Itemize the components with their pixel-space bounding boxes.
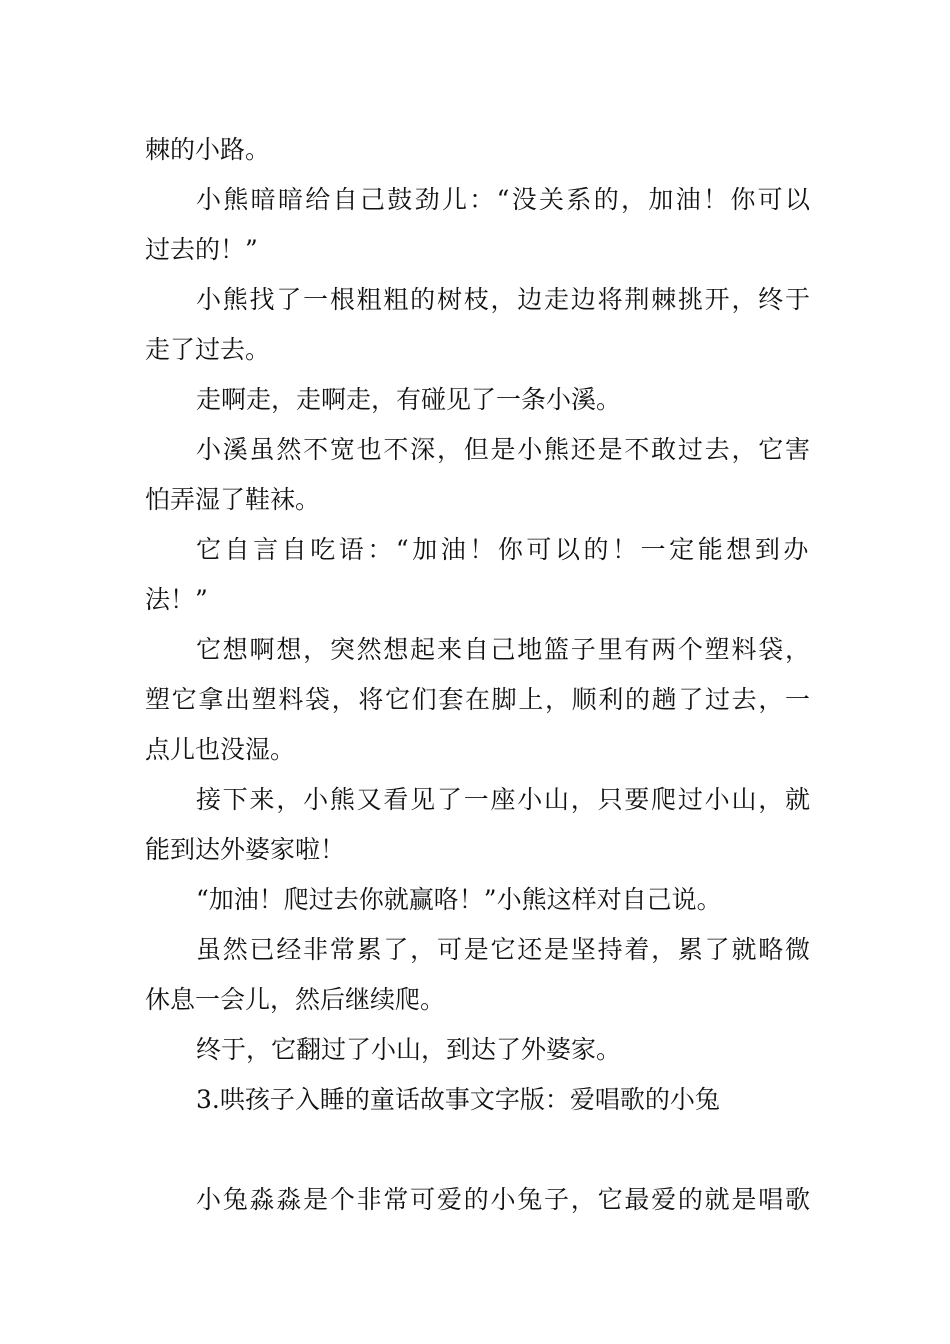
- text-line: 走啊走，走啊走，有碰见了一条小溪。: [196, 385, 622, 414]
- text-line: 小兔淼淼是个非常可爱的小兔子，它最爱的就是唱歌: [196, 1185, 810, 1214]
- text-line: 小熊暗暗给自己鼓劲儿：“没关系的，加油！你可以: [196, 185, 810, 214]
- text-line: 能到达外婆家啦！: [145, 835, 346, 864]
- text-line: 点儿也没湿。: [145, 735, 296, 764]
- section-heading: 3.哄孩子入睡的童话故事文字版：爱唱歌的小兔: [196, 1085, 720, 1114]
- text-line: 它自言自吃语：“加油！你可以的！一定能想到办: [196, 535, 810, 564]
- text-line: 接下来，小熊又看见了一座小山，只要爬过小山，就: [196, 785, 810, 814]
- text-line: “加油！爬过去你就赢咯！”小熊这样对自己说。: [196, 885, 722, 914]
- text-line: 过去的！”: [145, 235, 258, 264]
- text-line: 它想啊想，突然想起来自己地篮子里有两个塑料袋，: [196, 635, 810, 664]
- text-line: 小溪虽然不宽也不深，但是小熊还是不敢过去，它害: [196, 435, 810, 464]
- text-line: 塑它拿出塑料袋，将它们套在脚上，顺利的趟了过去，一: [145, 685, 810, 714]
- text-line: 虽然已经非常累了，可是它还是坚持着，累了就略微: [196, 935, 810, 964]
- text-line: 终于，它翻过了小山，到达了外婆家。: [196, 1035, 622, 1064]
- text-line: 怕弄湿了鞋袜。: [145, 485, 321, 514]
- text-line: 小熊找了一根粗粗的树枝，边走边将荆棘挑开，终于: [196, 285, 810, 314]
- text-line: 休息一会儿，然后继续爬。: [145, 985, 446, 1014]
- text-line: 棘的小路。: [145, 135, 271, 164]
- text-line: 走了过去。: [145, 335, 271, 364]
- text-line: 法！”: [145, 585, 208, 614]
